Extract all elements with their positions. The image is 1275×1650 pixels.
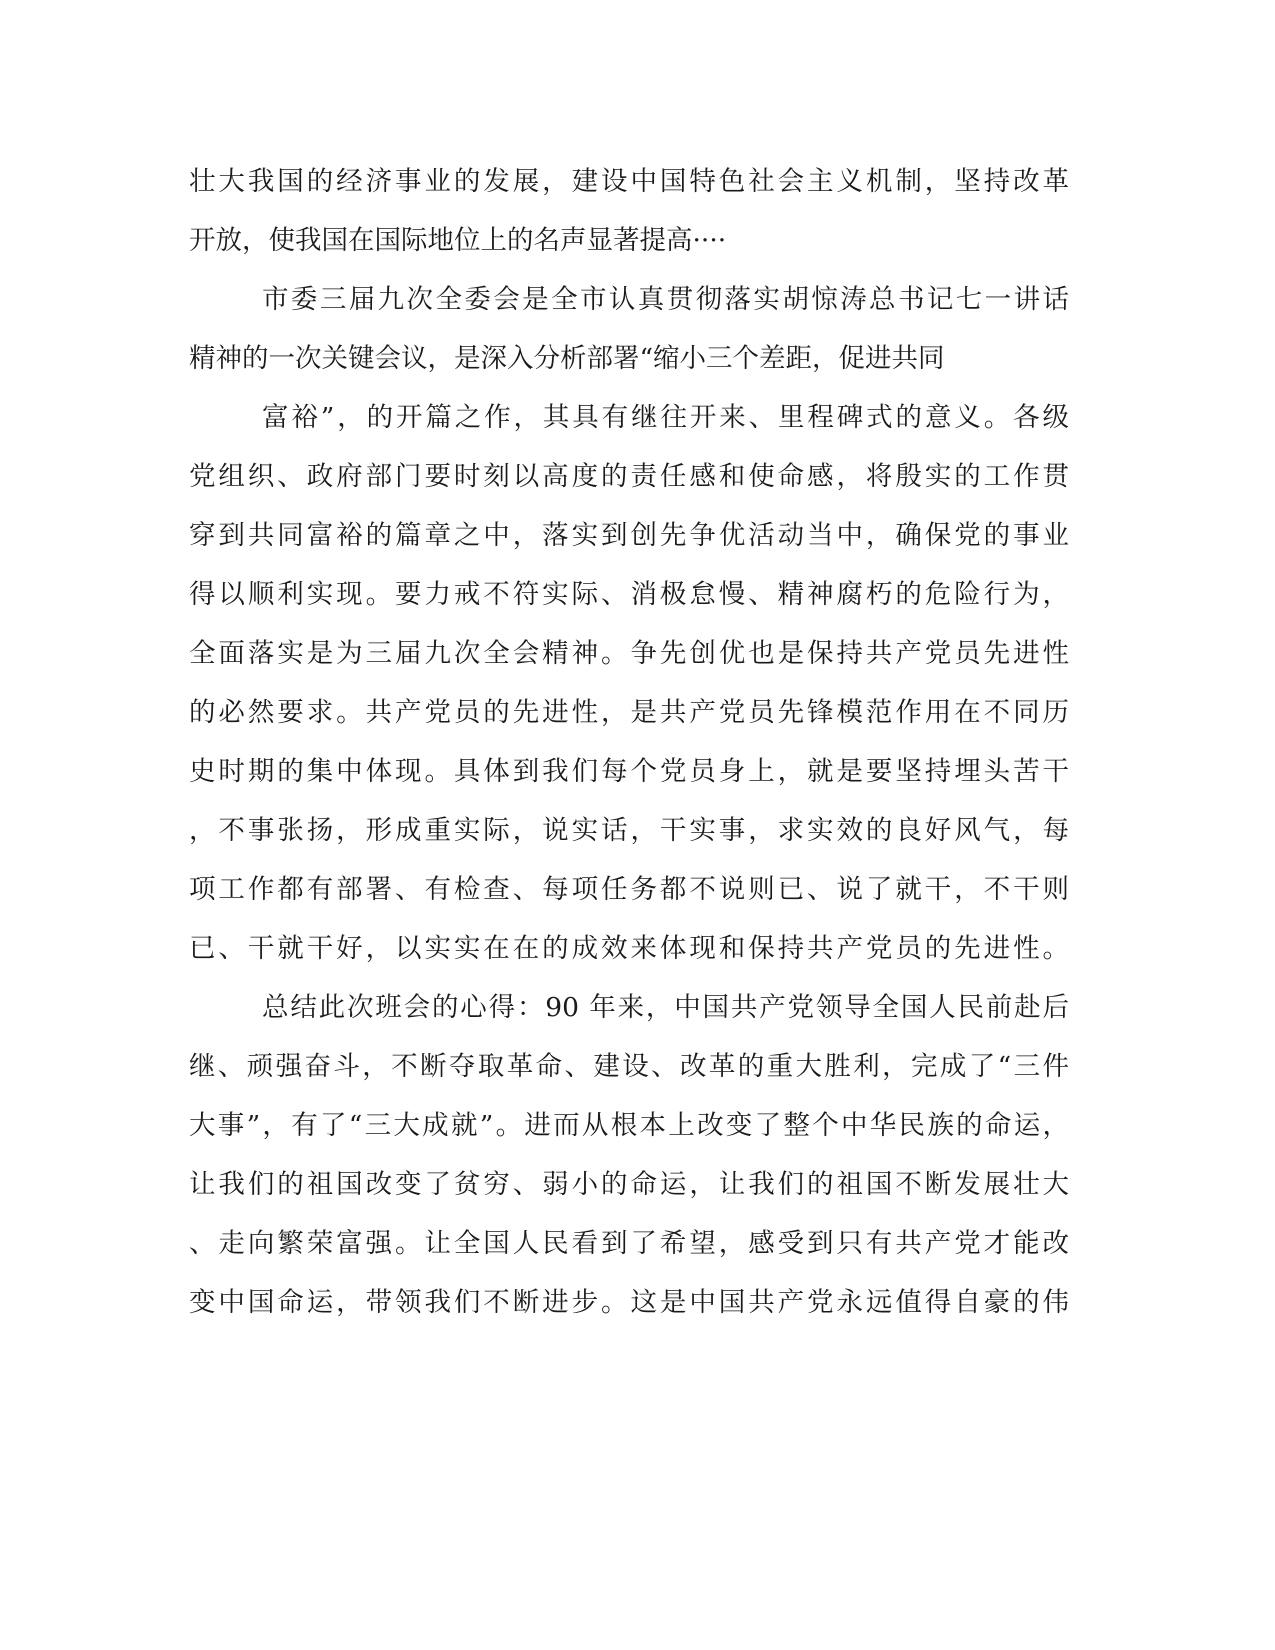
text-line: 已、干就干好，以实实在在的成效来体现和保持共产党员的先进性。 <box>189 933 1069 964</box>
text-line: 得以顺利实现。要力戒不符实际、消极怠慢、精神腐朽的危险行为， <box>189 579 1069 610</box>
text-line: 总结此次班会的心得：90 年来，中国共产党领导全国人民前赴后 <box>262 992 1069 1023</box>
text-line: 让我们的祖国改变了贫穷、弱小的命运，让我们的祖国不断发展壮大 <box>189 1169 1069 1200</box>
text-line: 开放，使我国在国际地位上的名声显著提高···· <box>189 225 727 256</box>
text-line: 大事”，有了“三大成就”。进而从根本上改变了整个中华民族的命运， <box>189 1110 1069 1141</box>
text-line: 史时期的集中体现。具体到我们每个党员身上，就是要坚持埋头苦干 <box>189 756 1069 787</box>
text-line: 、走向繁荣富强。让全国人民看到了希望，感受到只有共产党才能改 <box>189 1228 1069 1259</box>
text-line: 富裕”，的开篇之作，其具有继往开来、里程碑式的意义。各级 <box>262 402 1069 433</box>
text-line: 的必然要求。共产党员的先进性，是共产党员先锋模范作用在不同历 <box>189 697 1069 728</box>
text-line: 党组织、政府部门要时刻以高度的责任感和使命感，将殷实的工作贯 <box>189 461 1069 492</box>
text-line: 精神的一次关键会议，是深入分析部署“缩小三个差距，促进共同 <box>189 343 945 374</box>
text-line: 市委三届九次全委会是全市认真贯彻落实胡惊涛总书记七一讲话 <box>262 284 1069 315</box>
text-line: 穿到共同富裕的篇章之中，落实到创先争优活动当中，确保党的事业 <box>189 520 1069 551</box>
text-line: 继、顽强奋斗，不断夺取革命、建设、改革的重大胜利，完成了“三件 <box>189 1051 1069 1082</box>
text-line: 壮大我国的经济事业的发展，建设中国特色社会主义机制，坚持改革 <box>189 166 1069 197</box>
text-line: 变中国命运，带领我们不断进步。这是中国共产党永远值得自豪的伟 <box>189 1287 1069 1318</box>
text-line: 全面落实是为三届九次全会精神。争先创优也是保持共产党员先进性 <box>189 638 1069 669</box>
text-line: ，不事张扬，形成重实际，说实话，干实事，求实效的良好风气，每 <box>189 815 1069 846</box>
text-line: 项工作都有部署、有检查、每项任务都不说则已、说了就干，不干则 <box>189 874 1069 905</box>
